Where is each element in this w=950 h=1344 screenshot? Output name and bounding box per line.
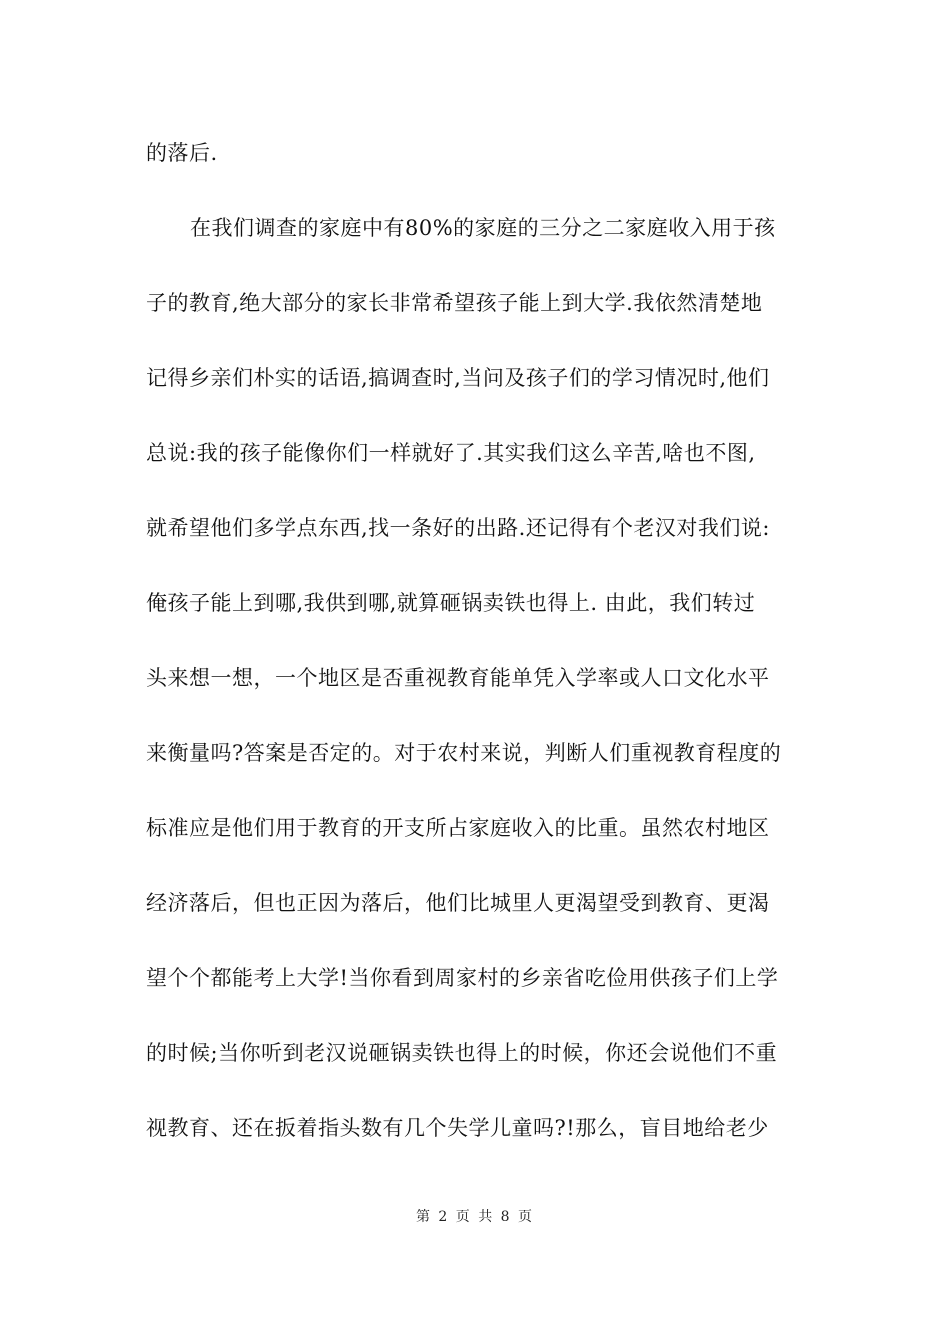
text-line-9: 来衡量吗?答案是否定的。对于农村来说，判断人们重视教育程度的: [146, 741, 782, 765]
text-line-11: 经济落后，但也正因为落后，他们比城里人更渴望受到教育、更渴: [146, 891, 770, 915]
text-line-1: 的落后.: [146, 141, 218, 165]
text-line-2: 在我们调查的家庭中有80%的家庭的三分之二家庭收入用于孩: [190, 216, 776, 240]
text-line-3: 子的教育,绝大部分的家长非常希望孩子能上到大学.我依然清楚地: [146, 291, 763, 315]
text-line-8: 头来想一想，一个地区是否重视教育能单凭入学率或人口文化水平: [146, 666, 770, 690]
text-line-6: 就希望他们多学点东西,找一条好的出路.还记得有个老汉对我们说:: [146, 516, 770, 540]
page-number-footer: 第 2 页 共 8 页: [415, 1209, 535, 1225]
text-line-5: 总说:我的孩子能像你们一样就好了.其实我们这么辛苦,啥也不图,: [146, 441, 756, 465]
text-line-14: 视教育、还在扳着指头数有几个失学儿童吗?!那么，盲目地给老少: [146, 1116, 769, 1140]
text-line-4: 记得乡亲们朴实的话语,搞调查时,当问及孩子们的学习情况时,他们: [146, 366, 770, 390]
text-line-10: 标准应是他们用于教育的开支所占家庭收入的比重。虽然农村地区: [146, 816, 770, 840]
text-line-7: 俺孩子能上到哪,我供到哪,就算砸锅卖铁也得上. 由此，我们转过: [146, 591, 756, 615]
text-line-13: 的时候;当你听到老汉说砸锅卖铁也得上的时候，你还会说他们不重: [146, 1041, 778, 1065]
text-line-12: 望个个都能考上大学!当你看到周家村的乡亲省吃俭用供孩子们上学: [146, 966, 779, 990]
